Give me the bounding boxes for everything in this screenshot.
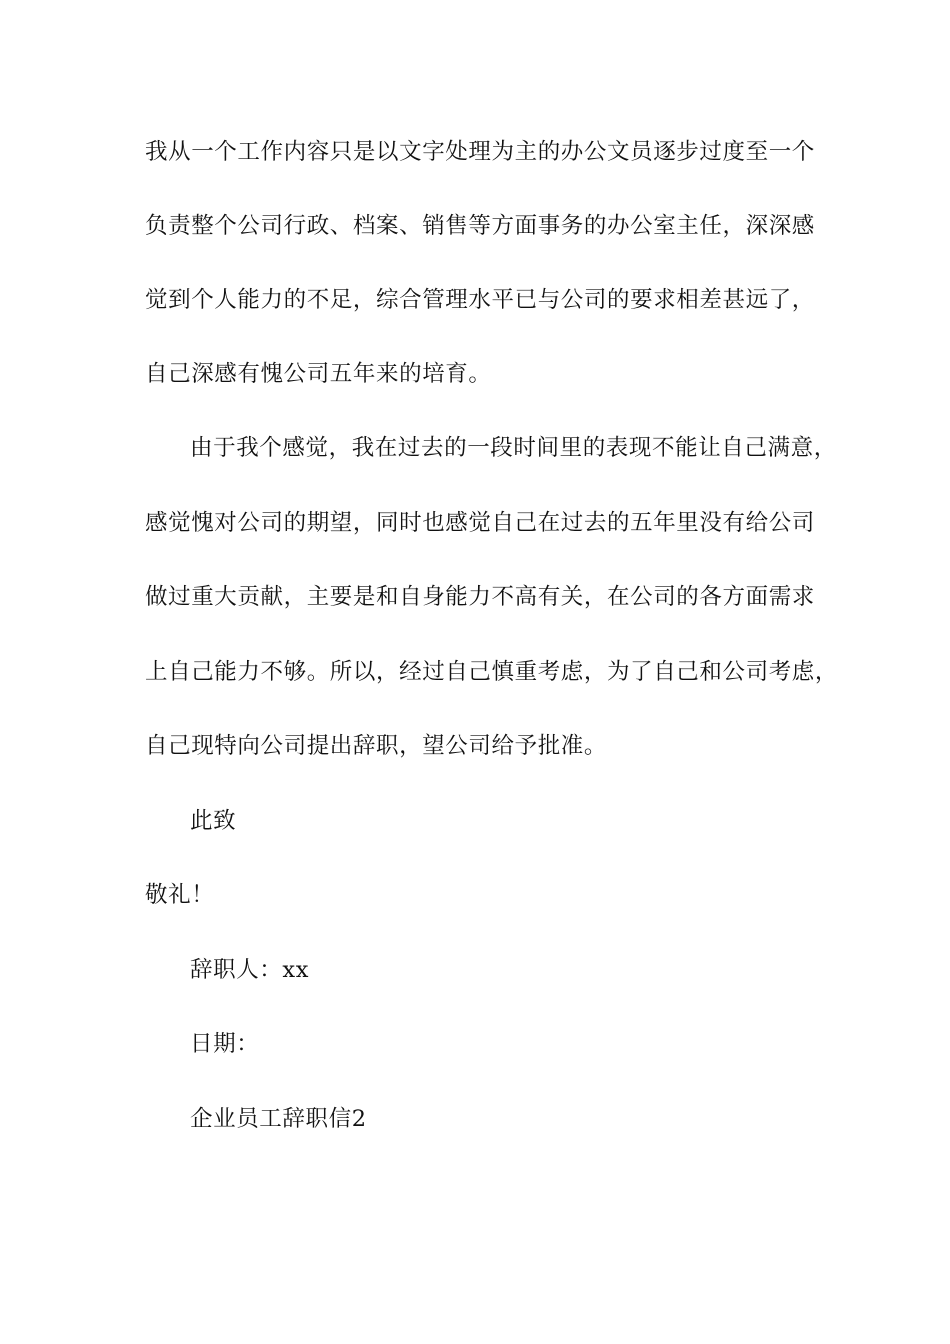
closing-text: 此致 (190, 808, 237, 834)
paragraph-2-line-5: 自己现特向公司提出辞职，望公司给予批准。 (145, 733, 608, 759)
signature-line: 辞职人：xx (190, 957, 309, 983)
paragraph-2-line-3: 做过重大贡献，主要是和自身能力不高有关，在公司的各方面需求 (145, 584, 815, 610)
paragraph-1-line-3: 觉到个人能力的不足，综合管理水平已与公司的要求相差甚远了， (145, 287, 815, 313)
next-letter-title: 企业员工辞职信2 (190, 1106, 367, 1132)
paragraph-2-line-1: 由于我个感觉，我在过去的一段时间里的表现不能让自己满意， (190, 435, 837, 461)
paragraph-1-line-1: 我从一个工作内容只是以文字处理为主的办公文员逐步过度至一个 (145, 139, 815, 165)
date-line: 日期： (190, 1031, 260, 1057)
paragraph-2-line-2: 感觉愧对公司的期望，同时也感觉自己在过去的五年里没有给公司 (145, 510, 815, 536)
paragraph-2-line-4: 上自己能力不够。所以，经过自己慎重考虑，为了自己和公司考虑， (145, 659, 839, 685)
paragraph-1-line-4: 自己深感有愧公司五年来的培育。 (145, 361, 492, 387)
salutation-text: 敬礼！ (145, 882, 215, 908)
paragraph-1-line-2: 负责整个公司行政、档案、销售等方面事务的办公室主任，深深感 (145, 213, 815, 239)
